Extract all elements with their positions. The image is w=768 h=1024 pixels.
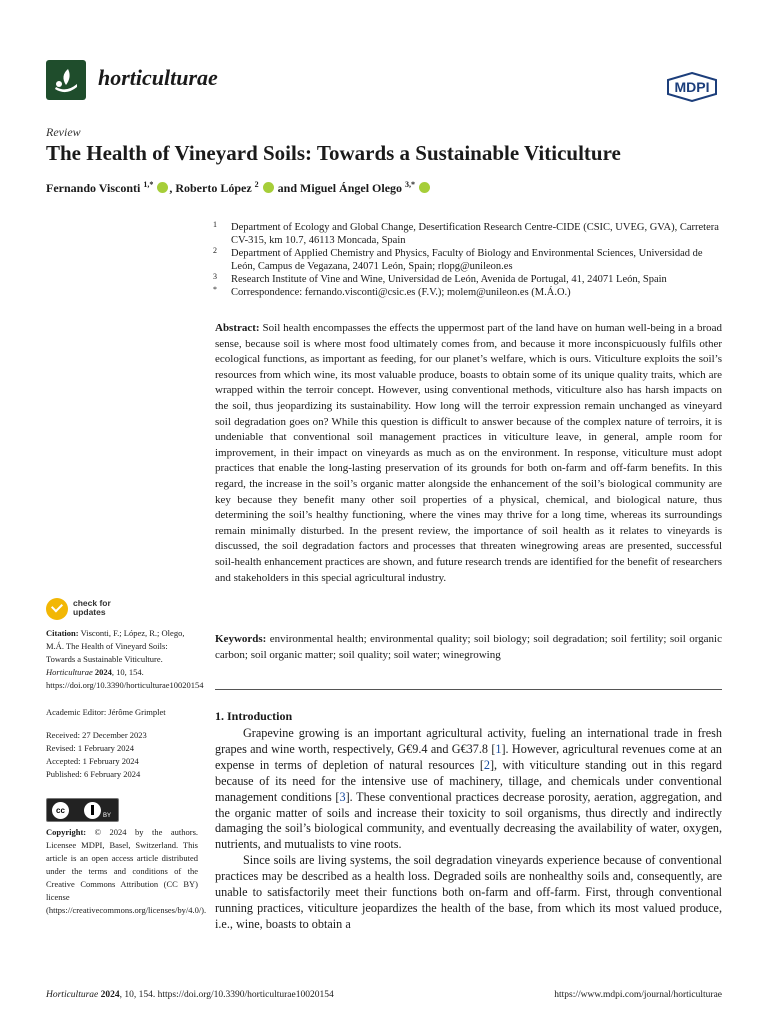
paragraph-text: Grapevine growing is an important agricultural activity, fueling an international trade in fresh grapes and wine worth, respectively, G€9.4 and G€37.8 [ [215, 726, 722, 756]
journal-logo-icon [46, 60, 86, 100]
orcid-icon[interactable] [263, 182, 274, 193]
checkmark-icon [46, 598, 68, 620]
copyright-text: © 2024 by the authors. Licensee MDPI, Basel, Switzerland. This article is an open access article distributed under the terms and conditions of the Creative Commons Attribution (CC BY) license (https://creativecommons.org/licenses/by/4.0/). [46, 827, 207, 915]
journal-name: horticulturae [98, 65, 218, 90]
abstract-text: Soil health encompasses the effects the uppermost part of the land have on human well-being in a broad sense, because soil is where most food ultimately comes from, and because it more inconspicuously fulfils other ecological functions, as important as feeding, for our planet’s welfare, which is ours. Viticulture exploits the soil’s resources from which wine, its most valuable produce, boasts to obtain some of its unique quality traits, which are wrapped within the terroir concept. However, using conventional methods, viticulture also has harsh impacts on the soil, thus jeopardizing its sustainability. How long will the terroir expression remain unchanged as vineyard soil degradation goes on? While this question is difficult to answer because of the complex nature of terroirs, it is undeniable that conventional soil management practices in viticulture leave, in general, ample room for improvement, in their impact on vineyards as much as on the environment. In response, viticulture must adopt practices that enable the long-lasting preservation of its grounds for both on-farm and off-farm benefits. In this regard, the increase in the soil’s organic matter alongside the enhancement of the soil’s biological community are key because they benefit many other soil properties of a physical, chemical, and biological nature, thus determining the soil’s healthy functioning, where the vines may thrive for a long time, whereas its surroundings remain minimally disturbed. In the present review, the importance of soil health as it relates to vineyards is discussed, the soil degradation factors and processes that threaten winegrowing areas are presented, successful soil-health enhancement practices are shown, and future research trends are identified for the benefit of researchers and stakeholders in this special agricultural industry. [215, 322, 723, 584]
affiliation-text: Department of Applied Chemistry and Physics, Faculty of Biology and Environmental Sciences, Universidad de León, Campus de Vegazana, 24071 León, Spain; rlopg@unileon.es [231, 248, 703, 272]
article-type: Review [46, 125, 81, 139]
keywords-text: environmental health; environmental quality; soil biology; soil degradation; soil fertility; soil organic carbon; soil organic matter; soil quality; soil water; winegrowing [215, 633, 722, 661]
by-label: BY [103, 813, 112, 819]
correspondence-text: Correspondence: fernando.visconti@csic.es (F.V.); molem@unileon.es (M.Á.O.) [231, 287, 571, 298]
affiliation-number: 1 [213, 220, 217, 229]
paragraph-text: ], with viticulture standing out in this regard because of its need for the intensive use of machinery, tillage, and chemicals under conventional management conditions [ [215, 757, 722, 804]
copyright-label: Copyright: [46, 827, 87, 837]
author-name[interactable]: Miguel Ángel Olego [300, 181, 403, 195]
reference-link[interactable]: 3 [339, 789, 346, 804]
paragraph-text: ]. However, agricultural revenues come at an expense in terms of depletion of natural resources [ [215, 741, 722, 772]
accepted-date: Accepted: 1 February 2024 [46, 756, 139, 766]
citation-journal: Horticulturae [46, 667, 93, 677]
attribution-icon [84, 802, 101, 819]
footer-journal-url[interactable]: https://www.mdpi.com/journal/horticulturae [554, 990, 722, 1000]
author-superscript: 3,* [405, 180, 416, 189]
check-updates-line1: check for [73, 598, 111, 608]
author-separator: , [169, 181, 176, 195]
affiliation-item [213, 247, 723, 273]
affiliation-item [213, 286, 723, 299]
publisher-name: MDPI [674, 79, 710, 95]
cc-icon: cc [52, 802, 69, 819]
published-date: Published: 6 February 2024 [46, 769, 141, 779]
affiliation-number: 2 [213, 246, 217, 255]
mdpi-logo[interactable] [666, 72, 718, 102]
paragraph [215, 726, 722, 853]
affiliation-text: Research Institute of Vine and Wine, Universidad de León, Avenida de Portugal, 41, 24071 León, Spain [231, 274, 667, 285]
paragraph-text: ]. These conventional practices decrease porosity, aeration, aggregation, and the organic matter of soils and increase their toxicity to soil organisms, thus directly and indirectly damaging the soil’s biological community, and eventually decreasing the availability of water, oxygen, nutrients, and mutualists to vine roots. [215, 789, 722, 852]
academic-editor: Academic Editor: Jérôme Grimplet [46, 707, 166, 717]
citation-text: Visconti, F.; López, R.; Olego, M.Á. The Health of Vineyard Soils: Towards a Sustainable Viticulture. [46, 628, 185, 664]
author-superscript: 2 [254, 180, 259, 189]
section-heading: 1. Introduction [215, 709, 293, 723]
affiliation-number: 3 [213, 272, 217, 281]
citation-label: Citation: [46, 628, 79, 638]
abstract [215, 321, 722, 586]
affiliation-item [213, 273, 723, 286]
author-separator: and [274, 181, 301, 195]
citation-year: 2024 [94, 667, 112, 677]
publication-dates [46, 729, 198, 781]
footer-doi[interactable]: , 10, 154. https://doi.org/10.3390/horticulturae10020154 [119, 990, 334, 1000]
orcid-icon[interactable] [419, 182, 430, 193]
check-for-updates-button[interactable] [46, 598, 156, 624]
abstract-label: Abstract: [215, 322, 260, 334]
author-list [46, 180, 746, 196]
author-name[interactable]: Fernando Visconti [46, 181, 141, 195]
article-title: The Health of Vineyard Soils: Towards a Sustainable Viticulture [46, 141, 621, 165]
reference-link[interactable]: 1 [495, 741, 502, 756]
reference-link[interactable]: 2 [483, 757, 490, 772]
body-text [215, 726, 722, 933]
affiliations [213, 221, 723, 299]
footer-journal: Horticulturae [46, 990, 99, 1000]
revised-date: Revised: 1 February 2024 [46, 743, 135, 753]
paragraph: Since soils are living systems, the soil degradation vineyards experience because of conventional practices may be described as a health loss. Degraded soils are nonhealthy soils and, consequently, are unable to satisfactorily meet their functions both on-farm and off-farm. First, through conventional running practices, viticulture jeopardizes the health of the base, from which its most valued produce, i.e., wine, boasts to obtain a [215, 853, 722, 931]
received-date: Received: 27 December 2023 [46, 730, 147, 740]
check-updates-label [73, 599, 111, 617]
citation-volume-doi[interactable]: , 10, 154. https://doi.org/10.3390/horticulturae10020154 [46, 667, 204, 690]
footer-citation [46, 990, 334, 1000]
affiliation-item [213, 221, 723, 247]
affiliation-number: * [213, 285, 217, 294]
orcid-icon[interactable] [157, 182, 168, 193]
section-divider [215, 689, 722, 690]
keywords-label: Keywords: [215, 633, 267, 645]
footer-year: 2024 [100, 990, 120, 1000]
check-updates-line2: updates [73, 607, 106, 617]
citation-block [46, 627, 204, 692]
author-superscript: 1,* [143, 180, 154, 189]
copyright-block [46, 826, 207, 917]
keywords [215, 632, 722, 663]
author-name[interactable]: Roberto López [175, 181, 252, 195]
affiliation-text: Department of Ecology and Global Change, Desertification Research Centre-CIDE (CSIC, UVEG, GVA), Carretera CV-315, km 10.7, 46113 Moncada, Spain [231, 222, 719, 246]
cc-by-license-badge[interactable] [46, 798, 119, 822]
